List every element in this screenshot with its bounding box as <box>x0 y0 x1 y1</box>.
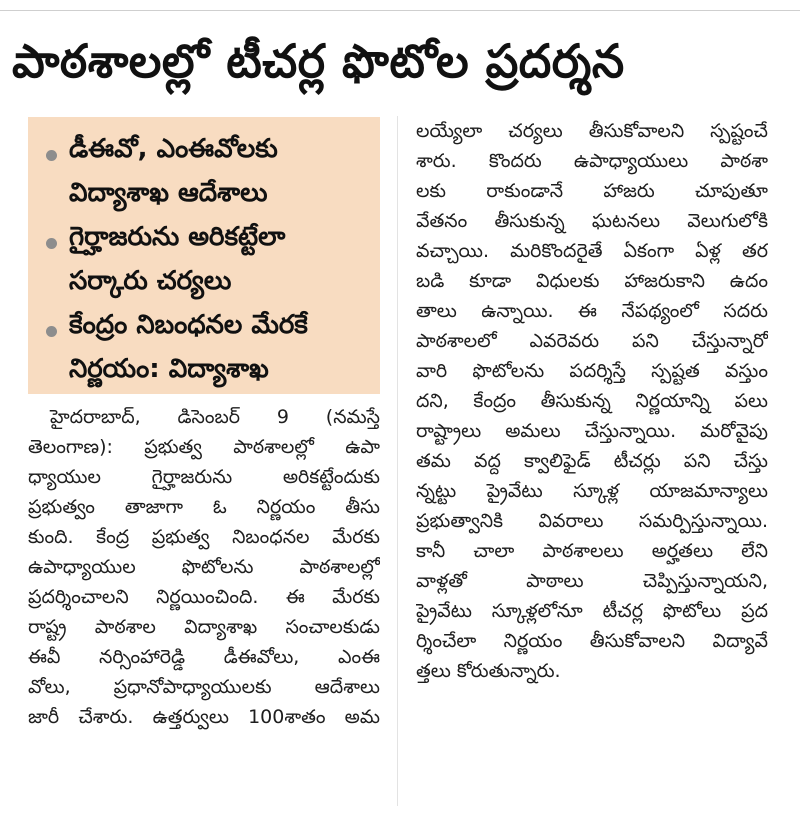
article-line: ప్రభుత్వం తాజాగా ఓ నిర్ణయం తీసు <box>28 496 380 518</box>
article-line: న్నట్టు ప్రైవేటు స్కూళ్ల యాజమాన్యాలు <box>416 480 768 502</box>
article-line: వోలు, ప్రధానోపాధ్యాయులకు ఆదేశాలు <box>28 676 380 698</box>
article-column-right <box>416 116 768 686</box>
article-line: వారి ఫొటోలను పదర్శిస్తే స్పష్టత వస్తుం <box>416 360 768 382</box>
article-line: లయ్యేలా చర్యలు తీసుకోవాలని స్పష్టంచే <box>416 120 768 142</box>
article-line: తెలంగాణ): ప్రభుత్వ పాఠశాలల్లో ఉపా <box>28 436 380 458</box>
bullet-icon <box>46 150 57 161</box>
article-line: రాష్ట్రాలు అమలు చేస్తున్నాయి. మరోవైపు <box>416 420 768 442</box>
article-line: ర్శించేలా నిర్ణయం తీసుకోవాలని విద్యావే <box>416 630 768 652</box>
article-line: తమ వద్ద క్వాలిఫైడ్ టీచర్లు పని చేస్తు <box>416 450 768 472</box>
article-line: వచ్చాయి. మరికొందరైతే ఏకంగా ఏళ్ల తర <box>416 240 768 262</box>
column-divider <box>397 116 398 806</box>
article-line: వేతనం తీసుకున్న ఘటనలు వెలుగులోకి <box>416 210 768 232</box>
highlight-text: డీఈవో, ఎంఈవోలకు విద్యాశాఖ ఆదేశాలు <box>69 134 278 208</box>
article-line: శారు. కొందరు ఉపాధ్యాయులు పాఠశా <box>416 150 768 172</box>
article-line: కానీ చాలా పాఠశాలలు అర్హతలు లేని <box>416 540 768 562</box>
highlights-box <box>28 117 380 394</box>
article-line: బడి కూడా విధులకు హాజరుకాని ఉదం <box>416 270 768 292</box>
article-line: కుంది. కేంద్ర ప్రభుత్వ నిబంధనల మేరకు <box>28 526 380 548</box>
article-column-left <box>28 402 380 732</box>
bullet-icon <box>46 238 57 249</box>
article-line: ఉపాధ్యాయుల ఫొటోలను పాఠశాలల్లో <box>28 556 380 578</box>
top-rule <box>0 10 800 11</box>
highlight-item <box>44 215 370 303</box>
article-line: త్తలు కోరుతున్నారు. <box>416 660 561 682</box>
headline: పాఠశాలల్లో టీచర్ల ఫొటోల ప్రదర్శన <box>12 34 625 88</box>
article-line: లకు రాకుండానే హాజరు చూపుతూ <box>416 180 768 202</box>
highlight-text: గైర్హాజరును అరికట్టేలా సర్కారు చర్యలు <box>69 222 286 296</box>
article-line: వాళ్లతో పాఠాలు చెప్పిస్తున్నాయని, <box>416 570 768 592</box>
article-line: దని, కేంద్రం తీసుకున్న నిర్ణయాన్ని పలు <box>416 390 768 412</box>
article-line: పాఠశాలలో ఎవరెవరు పని చేస్తున్నారో <box>416 330 768 352</box>
article-line: తాలు ఉన్నాయి. ఈ నేపథ్యంలో సదరు <box>416 300 768 322</box>
bullet-icon <box>46 326 57 337</box>
highlight-item <box>44 127 370 215</box>
article-line: ప్రైవేటు స్కూళ్లలోనూ టీచర్ల ఫొటోలు ప్రద <box>416 600 768 622</box>
article-line: ధ్యాయుల గైర్హాజరును అరికట్టేందుకు <box>28 466 380 488</box>
article-line: జారీ చేశారు. ఉత్తర్వులు 100శాతం అమ <box>28 706 380 728</box>
article-line: ప్రభుత్వానికి వివరాలు సమర్పిస్తున్నాయి. <box>416 510 768 532</box>
highlight-text: కేంద్రం నిబంధనల మేరకే నిర్ణయం: విద్యాశాఖ <box>69 310 308 384</box>
article-line: రాష్ట్ర పాఠశాల విద్యాశాఖ సంచాలకుడు <box>28 616 380 638</box>
article-line: ఈవీ నర్సింహారెడ్డి డీఈవోలు, ఎంఈ <box>28 646 380 668</box>
article-line: ప్రదర్శించాలని నిర్ణయించింది. ఈ మేరకు <box>28 586 380 608</box>
article-line: హైదరాబాద్, డిసెంబర్ 9 (నమస్తే <box>50 406 380 428</box>
highlight-item <box>44 303 370 391</box>
